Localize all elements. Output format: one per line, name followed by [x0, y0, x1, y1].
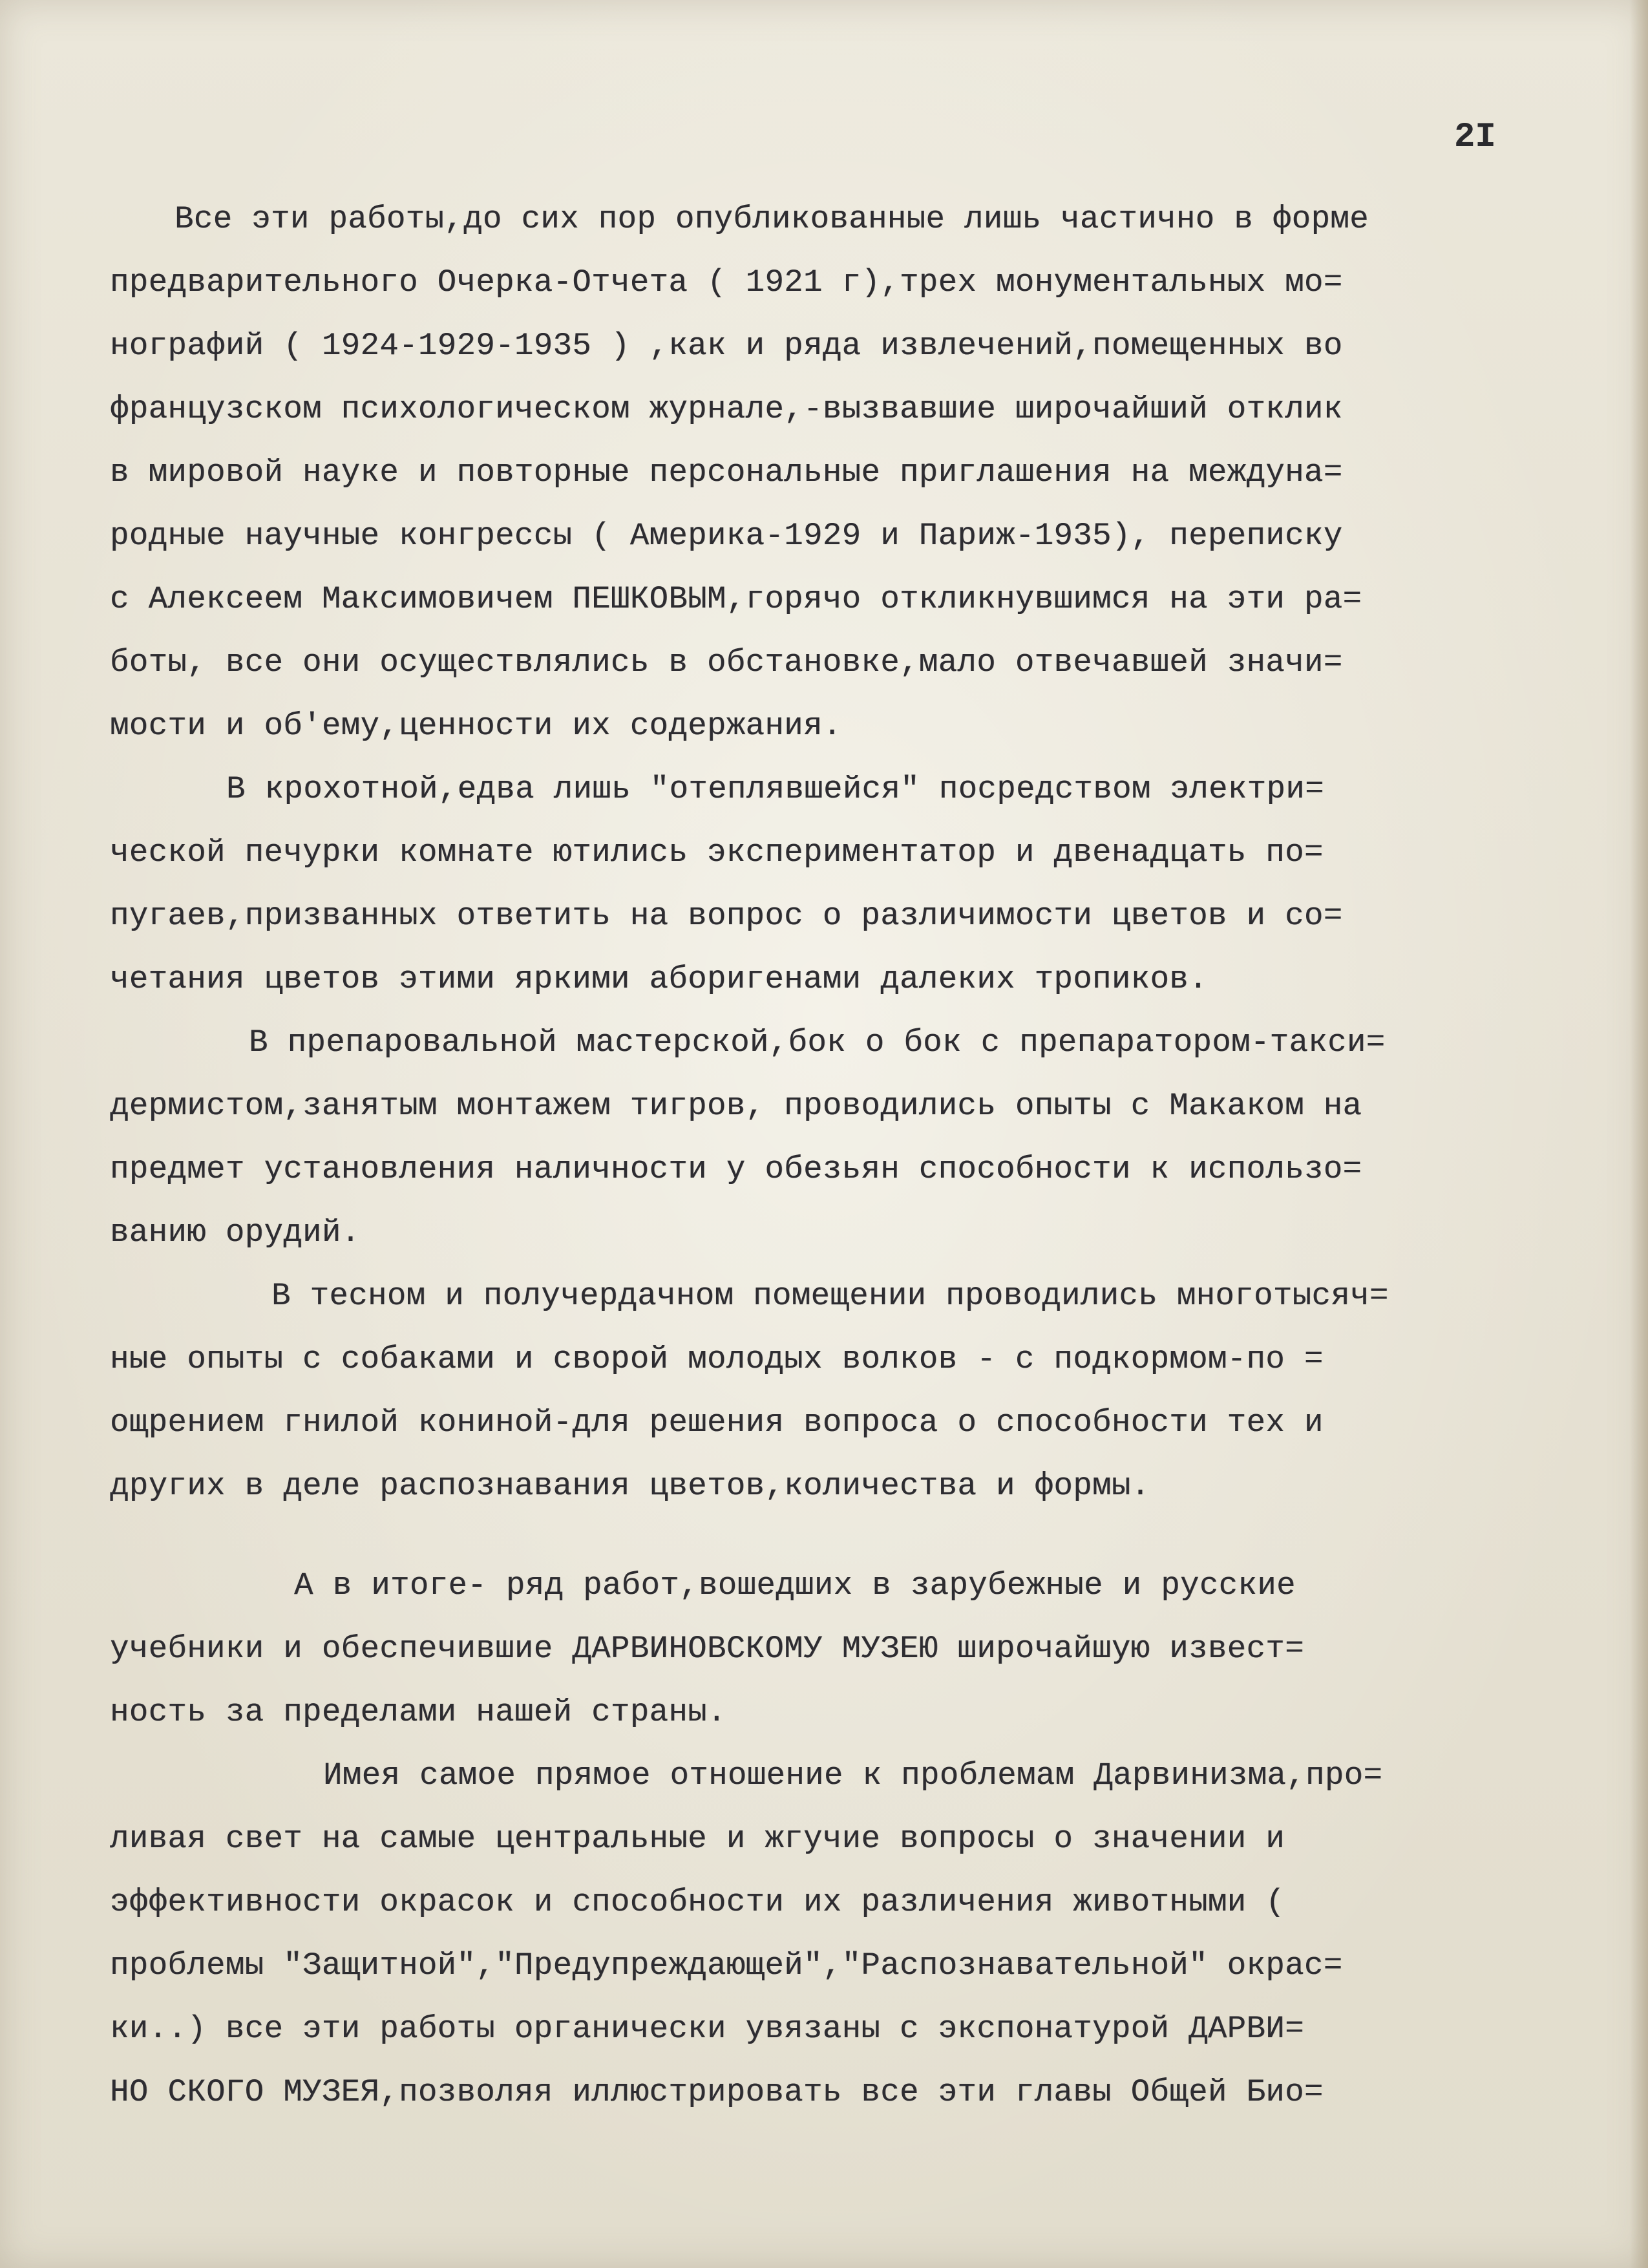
text-line: четания цветов этими яркими аборигенами далеких тропиков. [110, 961, 1208, 997]
paragraph-gap [110, 1518, 1519, 1554]
text-line: других в деле распознавания цветов,количества и формы. [110, 1468, 1150, 1504]
text-line: дермистом,занятым монтажем тигров, проводились опыты с Макаком на [110, 1088, 1362, 1124]
text-line: учебники и обеспечившие ДАРВИНОВСКОМУ МУЗЕЮ широчайшую извест= [110, 1631, 1304, 1667]
text-line: ные опыты с собаками и сворой молодых волков - с подкормом-по = [110, 1341, 1324, 1377]
text-line: в мировой науке и повторные персональные приглашения на междуна= [110, 454, 1343, 491]
text-line: В препаровальной мастерской,бок о бок с препаратором-такси= [249, 1024, 1386, 1061]
text-line: ность за пределами нашей страны. [110, 1694, 726, 1730]
text-line: Все эти работы,до сих пор опубликованные лишь частично в форме [174, 201, 1369, 237]
text-line: ческой печурки комнате ютились экспериментатор и двенадцать по= [110, 834, 1324, 871]
text-line: проблемы "Защитной","Предупреждающей","Распознавательной" окрас= [110, 1947, 1343, 1984]
text-line: эффективности окрасок и способности их различения животными ( [110, 1884, 1285, 1920]
text-line: боты, все они осуществлялись в обстановке,мало отвечавшей значи= [110, 644, 1343, 681]
document-body [110, 187, 1519, 2124]
text-line: французском психологическом журнале,-вызвавшие широчайший отклик [110, 391, 1343, 427]
text-line: ощрением гнилой кониной-для решения вопроса о способности тех и [110, 1404, 1324, 1441]
paragraph [110, 1264, 1519, 1518]
text-line: нографий ( 1924-1929-1935 ) ,как и ряда извлечений,помещенных во [110, 328, 1343, 364]
text-line: пугаев,призванных ответить на вопрос о различимости цветов и со= [110, 898, 1343, 934]
paragraph [110, 758, 1519, 1011]
paragraph [110, 187, 1519, 758]
paper-edge [1630, 0, 1648, 2268]
text-line: ки..) все эти работы органически увязаны с экспонатурой ДАРВИ= [110, 2011, 1304, 2047]
text-line: В тесном и получердачном помещении проводились многотысяч= [271, 1278, 1389, 1314]
text-line: с Алексеем Максимовичем ПЕШКОВЫМ,горячо откликнувшимся на эти ра= [110, 581, 1362, 617]
page-number: 2I [1454, 118, 1496, 157]
text-line: А в итоге- ряд работ,вошедших в зарубежные и русские [294, 1567, 1296, 1604]
text-line: НО СКОГО МУЗЕЯ,позволяя иллюстрировать все эти главы Общей Био= [110, 2074, 1324, 2110]
text-line: ванию орудий. [110, 1214, 361, 1251]
text-line: Имея самое прямое отношение к проблемам Дарвинизма,про= [323, 1757, 1383, 1794]
text-line: мости и об'ему,ценности их содержания. [110, 708, 842, 744]
text-line: предмет установления наличности у обезьян способности к использо= [110, 1151, 1362, 1187]
text-line: ливая свет на самые центральные и жгучие вопросы о значении и [110, 1821, 1285, 1857]
text-line: родные научные конгрессы ( Америка-1929 и Париж-1935), переписку [110, 518, 1343, 554]
text-line: В крохотной,едва лишь "отеплявшейся" посредством электри= [226, 771, 1324, 807]
paragraph [110, 1554, 1519, 1744]
paragraph [110, 1744, 1519, 2124]
text-line: предварительного Очерка-Отчета ( 1921 г),трех монументальных мо= [110, 264, 1343, 301]
paragraph [110, 1011, 1519, 1264]
